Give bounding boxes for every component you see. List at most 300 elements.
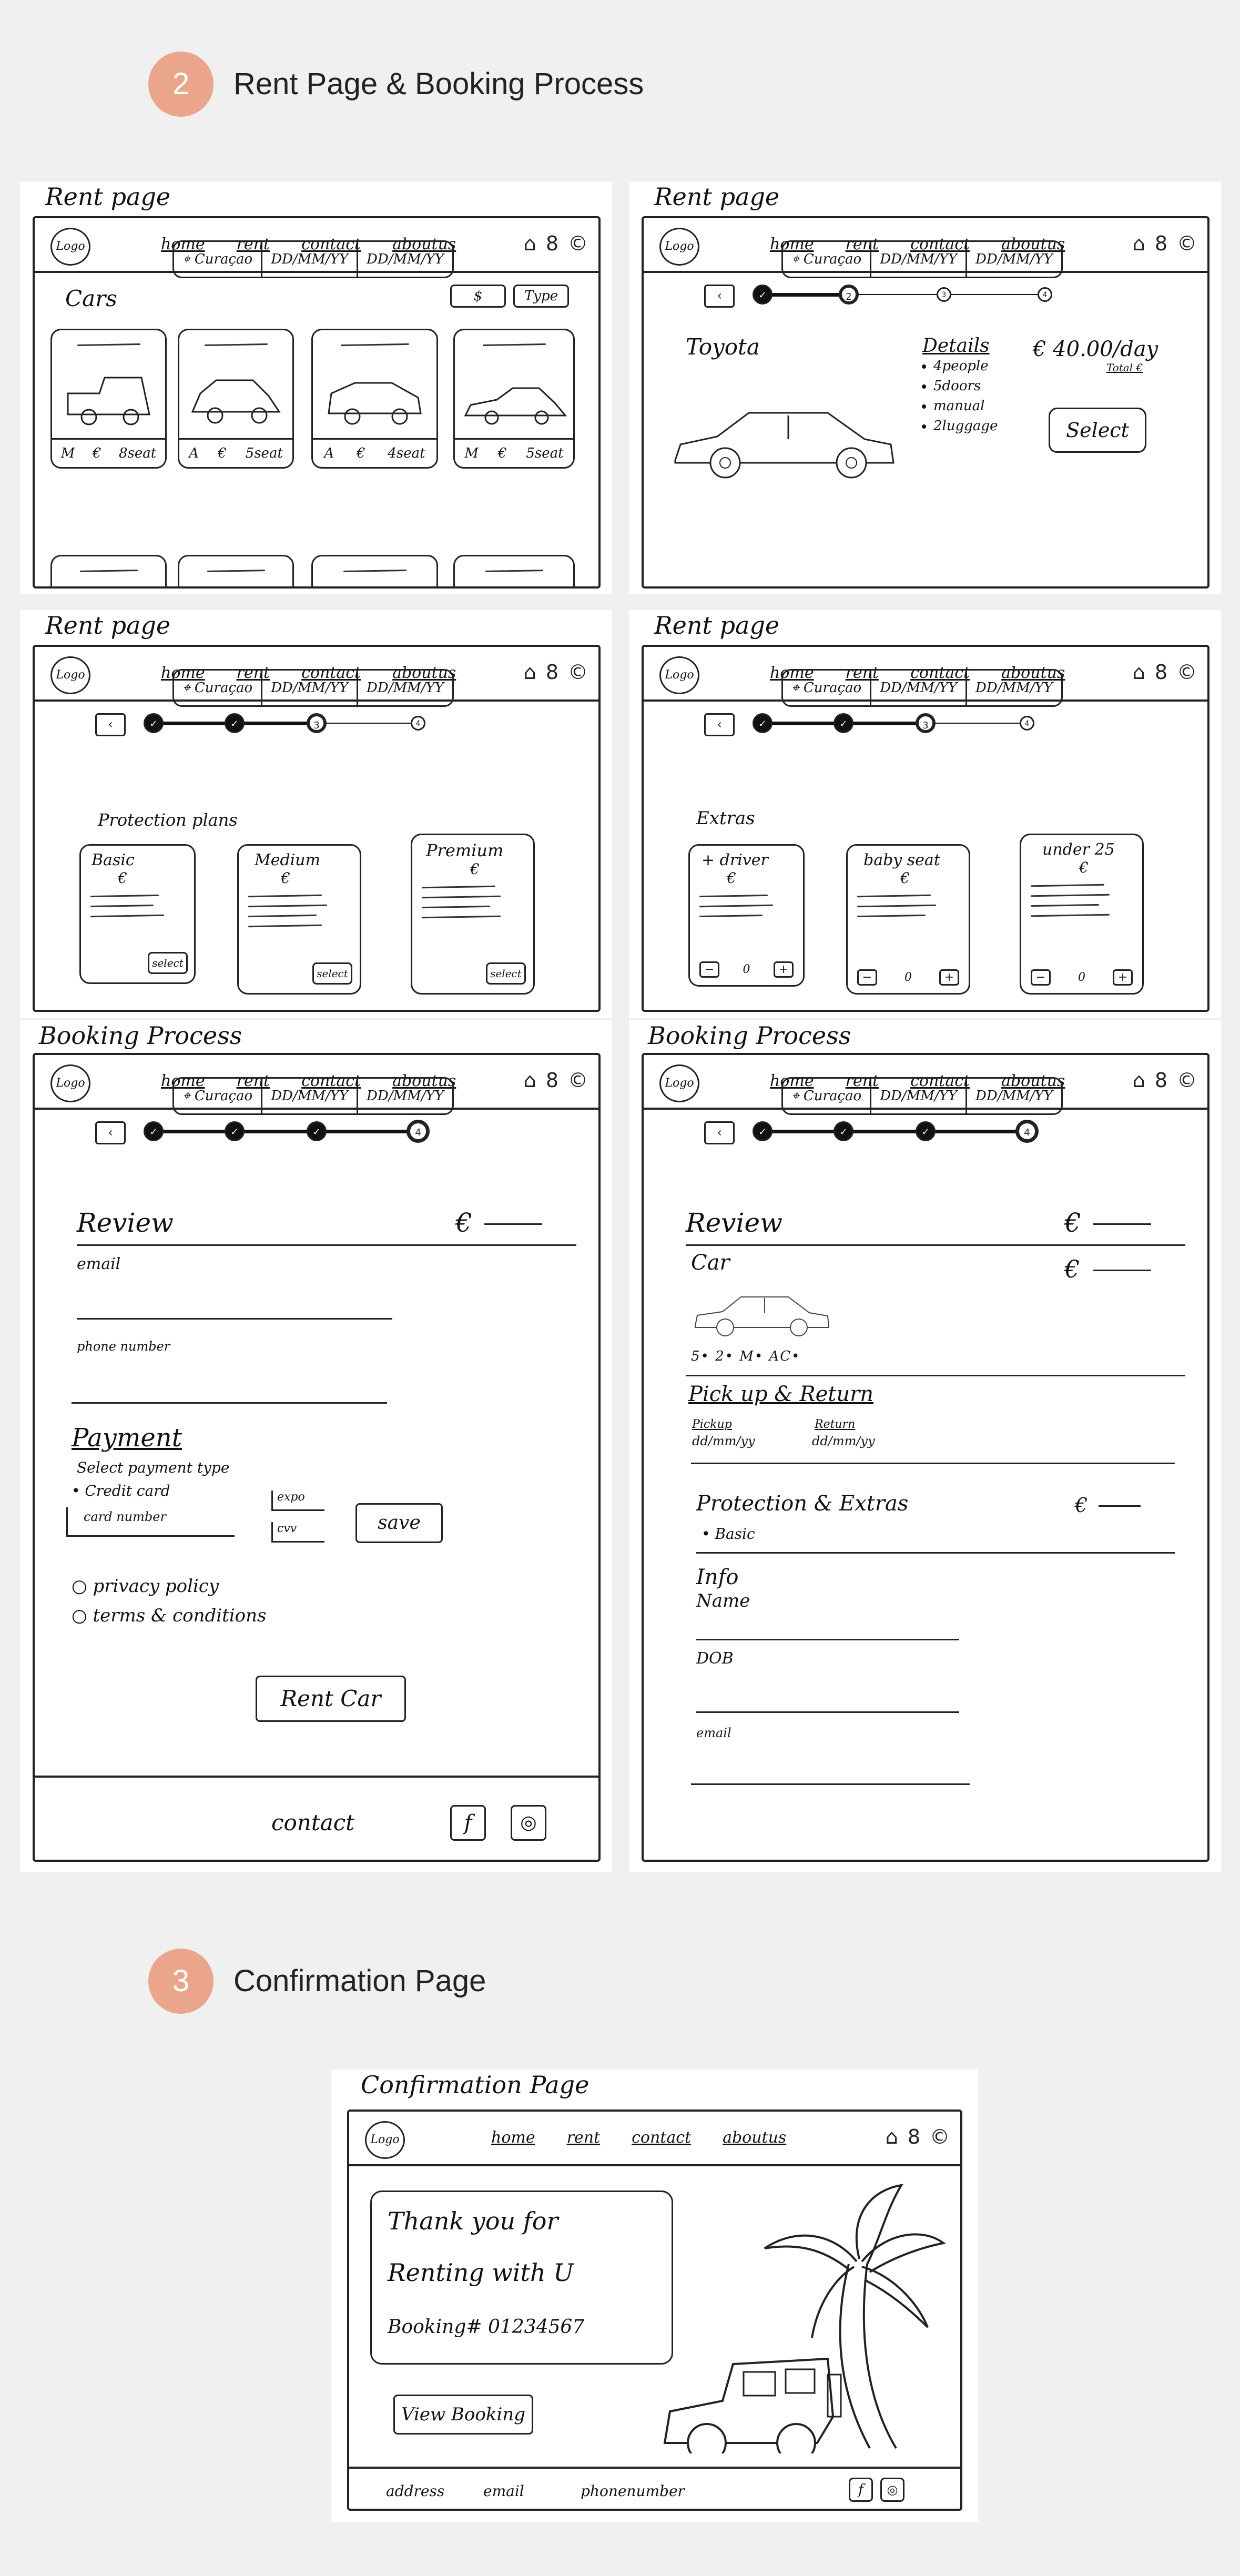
nav-aboutus[interactable]: aboutus: [1001, 235, 1065, 253]
logo[interactable]: Logo: [659, 1064, 699, 1102]
date-to-field[interactable]: DD/MM/YY: [367, 680, 444, 696]
minus-button[interactable]: −: [699, 961, 719, 978]
extra-feature: [1031, 914, 1110, 917]
sketch-rent-protection: [20, 610, 612, 1018]
location-field[interactable]: ⌖ Curaçao: [783, 671, 871, 705]
select-button[interactable]: Select: [1049, 408, 1146, 453]
sketch-title: Rent page: [654, 611, 780, 640]
section-title: Confirmation Page: [233, 1964, 486, 1998]
plan-feature: [422, 886, 495, 888]
nav-aboutus[interactable]: aboutus: [1001, 1072, 1065, 1090]
details-item: • 5doors: [933, 376, 998, 396]
nav-icons: [524, 232, 588, 255]
extra-feature: [1031, 894, 1110, 897]
payment-heading: Payment: [72, 1423, 182, 1453]
date-from-field[interactable]: DD/MM/YY: [262, 671, 358, 705]
car-illustration: [670, 387, 901, 481]
review-heading: Review: [77, 1208, 174, 1238]
extra-name: baby seat: [863, 851, 940, 869]
footer-divider: [35, 1776, 598, 1778]
logo[interactable]: Logo: [659, 228, 699, 266]
logo[interactable]: Logo: [50, 228, 90, 266]
car-icon: [455, 357, 573, 435]
car-name-scribble: [79, 570, 137, 572]
date-from-field[interactable]: DD/MM/YY: [262, 242, 358, 277]
car-card[interactable]: [453, 329, 575, 469]
search-bar[interactable]: [172, 240, 454, 278]
scribble-line: [1093, 1270, 1151, 1271]
plus-button[interactable]: +: [939, 969, 959, 986]
extra-feature: [699, 915, 763, 917]
search-bar[interactable]: [781, 669, 1063, 707]
car-info-row: M € 5seat: [455, 438, 573, 467]
nav-home[interactable]: home: [161, 1072, 205, 1090]
section-number-badge: 3: [148, 1949, 214, 2014]
car-card[interactable]: [453, 555, 575, 589]
details-list: [920, 356, 998, 436]
plan-feature: [422, 906, 490, 908]
nav-aboutus[interactable]: aboutus: [723, 2128, 787, 2147]
car-info-row: M € 8seat: [52, 438, 165, 467]
home-icon[interactable]: ⌂: [523, 1069, 536, 1092]
return-date: dd/mm/yy: [812, 1434, 875, 1448]
step-2: ✓: [225, 713, 245, 733]
nav-home[interactable]: home: [491, 2128, 535, 2147]
car-illustration: [691, 1281, 833, 1339]
protection-heading: Protection plans: [98, 810, 238, 830]
sketch-rent-car-detail: [629, 181, 1221, 594]
nav-aboutus[interactable]: aboutus: [392, 235, 456, 253]
extra-feature: [857, 905, 936, 908]
logo[interactable]: Logo: [659, 656, 699, 694]
extras-heading: Extras: [696, 808, 755, 829]
location-field[interactable]: ⌖ Curaçao: [783, 242, 871, 277]
car-name-scribble: [343, 570, 406, 572]
date-from-field[interactable]: DD/MM/YY: [871, 1079, 967, 1113]
plan-card-basic[interactable]: [79, 844, 196, 984]
plan-feature: [90, 895, 159, 897]
details-heading: Details: [922, 335, 990, 357]
date-from-field[interactable]: DD/MM/YY: [871, 671, 967, 705]
thank-you-line-2: Renting with U: [388, 2258, 574, 2287]
nav-icons: [1133, 232, 1197, 255]
user-icon[interactable]: 8: [1154, 232, 1167, 255]
nav-aboutus[interactable]: aboutus: [392, 664, 456, 682]
back-button[interactable]: ‹: [95, 1121, 126, 1144]
car-card[interactable]: [311, 555, 438, 589]
credit-card-option[interactable]: • Credit card: [72, 1482, 170, 1499]
plan-feature: [248, 925, 322, 927]
card-number-field[interactable]: card number: [66, 1507, 235, 1537]
car-card[interactable]: [50, 555, 167, 589]
pin-icon: ⌖: [182, 1088, 195, 1104]
date-from-field[interactable]: DD/MM/YY: [262, 1079, 358, 1113]
back-button[interactable]: ‹: [704, 1121, 735, 1144]
progress-stepper: [704, 1118, 1083, 1144]
extra-card-driver[interactable]: [688, 844, 805, 987]
car-icon: [313, 357, 436, 435]
extra-price: €: [900, 869, 910, 887]
extra-card-under-25[interactable]: [1020, 834, 1144, 995]
plan-name: Basic: [92, 851, 135, 869]
sketch-title: Rent page: [45, 611, 171, 640]
details-item: • manual: [933, 396, 998, 416]
protection-basic: • Basic: [702, 1525, 755, 1543]
cvv-field[interactable]: cvv: [271, 1522, 324, 1543]
select-button[interactable]: select: [312, 962, 352, 985]
car-card[interactable]: [178, 329, 294, 469]
pickup-return-heading: Pick up & Return: [688, 1382, 873, 1406]
nav-contact[interactable]: contact: [632, 2128, 692, 2147]
wireframe: [642, 216, 1209, 589]
extra-price: €: [727, 869, 736, 887]
home-icon[interactable]: ⌂: [885, 2125, 898, 2148]
name-field[interactable]: [696, 1639, 959, 1640]
step-3: 3: [937, 287, 951, 302]
step-3: ✓: [916, 1121, 936, 1141]
user-icon[interactable]: 8: [1154, 661, 1167, 684]
sketch-confirmation: [331, 2070, 978, 2522]
section-number-badge: 2: [148, 52, 214, 117]
back-button[interactable]: ‹: [704, 713, 735, 736]
select-button[interactable]: select: [486, 962, 526, 985]
nav-contact[interactable]: contact: [910, 235, 970, 253]
currency-icon[interactable]: ©: [1177, 661, 1197, 684]
thank-you-card: [370, 2190, 673, 2365]
extra-feature: [857, 895, 931, 897]
nav-contact[interactable]: contact: [301, 1072, 361, 1090]
progress-stepper: [704, 710, 1083, 736]
currency-icon[interactable]: ©: [568, 232, 588, 255]
logo[interactable]: Logo: [50, 656, 90, 694]
plan-name: Premium: [426, 840, 504, 860]
navbar: [349, 2112, 960, 2166]
location-field[interactable]: ⌖ Curaçao: [174, 1079, 262, 1113]
car-name-scribble: [207, 570, 265, 572]
logo[interactable]: Logo: [50, 1064, 90, 1102]
pickup-date: dd/mm/yy: [692, 1434, 755, 1448]
booking-number: Booking# 01234567: [388, 2316, 585, 2338]
nav-contact[interactable]: contact: [910, 664, 970, 682]
currency-icon[interactable]: ©: [1177, 232, 1197, 255]
plan-card-medium[interactable]: [237, 844, 361, 995]
plus-button[interactable]: +: [774, 961, 794, 978]
progress-line: [925, 723, 1025, 724]
wireframe: [642, 645, 1209, 1012]
nav-aboutus[interactable]: aboutus: [1001, 664, 1065, 682]
quantity-stepper: [699, 961, 794, 978]
details-item: • 4people: [933, 356, 998, 376]
plan-feature: [248, 915, 317, 917]
pin-icon: ⌖: [182, 251, 195, 267]
car-card[interactable]: [50, 329, 167, 469]
wireframe: [33, 645, 601, 1012]
progress-stepper: [95, 1118, 474, 1144]
user-icon[interactable]: 8: [545, 1069, 558, 1092]
email-label: email: [696, 1726, 731, 1740]
nav-icons: [1133, 1069, 1197, 1092]
nav-aboutus[interactable]: aboutus: [392, 1072, 456, 1090]
nav-rent[interactable]: rent: [566, 2128, 601, 2147]
wireframe: [642, 1053, 1209, 1862]
nav-contact[interactable]: contact: [301, 664, 361, 682]
scribble-line: [1099, 1505, 1141, 1507]
sketch-rent-extras: [629, 610, 1221, 1018]
nav-contact[interactable]: contact: [301, 235, 361, 253]
user-icon[interactable]: 8: [1154, 1069, 1167, 1092]
step-4: 4: [1020, 716, 1034, 731]
location-field[interactable]: ⌖ Curaçao: [174, 671, 262, 705]
plus-button[interactable]: +: [1113, 969, 1133, 986]
car-card[interactable]: [311, 329, 438, 469]
radio-icon: ○: [72, 1605, 87, 1626]
progress-line: [762, 293, 841, 297]
step-2: ✓: [834, 713, 853, 733]
pin-icon: ⌖: [791, 251, 804, 267]
plan-price: €: [470, 860, 480, 878]
nav-home[interactable]: home: [161, 235, 205, 253]
step-4: 4: [406, 1120, 430, 1143]
divider: [686, 1375, 1185, 1376]
progress-line: [762, 1130, 1025, 1133]
extra-feature: [699, 895, 768, 897]
plan-feature: [248, 895, 322, 897]
extra-feature: [1031, 904, 1099, 907]
phone-label: phone number: [77, 1339, 170, 1354]
plan-feature: [90, 905, 154, 907]
nav-rent[interactable]: rent: [845, 664, 879, 682]
quantity-value: 0: [904, 971, 912, 984]
home-icon[interactable]: ⌂: [1132, 1069, 1145, 1092]
nav-rent[interactable]: rent: [236, 235, 270, 253]
footer-divider: [349, 2467, 960, 2469]
email-field[interactable]: [691, 1783, 970, 1785]
nav-links: [491, 2128, 786, 2147]
date-to-field[interactable]: DD/MM/YY: [367, 1088, 444, 1104]
car-name-scribble: [204, 343, 267, 346]
home-icon[interactable]: ⌂: [523, 661, 536, 684]
extra-feature: [857, 915, 926, 917]
car-name-scribble: [485, 570, 543, 572]
user-icon[interactable]: 8: [907, 2125, 920, 2148]
email-field[interactable]: [77, 1318, 392, 1320]
quantity-stepper: [857, 969, 959, 986]
sketch-booking-summary: [629, 1020, 1221, 1872]
select-button[interactable]: select: [148, 952, 188, 974]
location-field[interactable]: ⌖ Curaçao: [783, 1079, 871, 1113]
car-name-scribble: [482, 343, 545, 346]
phone-field[interactable]: [72, 1402, 387, 1404]
pin-icon: ⌖: [791, 1088, 804, 1104]
step-1: ✓: [753, 1121, 773, 1141]
date-to-field[interactable]: DD/MM/YY: [367, 251, 444, 267]
email-label: email: [77, 1255, 121, 1273]
nav-rent[interactable]: rent: [236, 664, 270, 682]
home-icon[interactable]: ⌂: [1132, 661, 1145, 684]
wireframe: [347, 2110, 962, 2511]
extra-feature: [699, 905, 773, 907]
review-price: €: [455, 1208, 472, 1238]
scribble-line: [1093, 1223, 1151, 1225]
location-field[interactable]: ⌖ Curaçao: [174, 242, 262, 277]
car-price: €: [1064, 1255, 1080, 1283]
step-1: ✓: [753, 713, 773, 733]
expiry-field[interactable]: expo: [271, 1490, 324, 1511]
home-icon[interactable]: ⌂: [1132, 232, 1145, 255]
name-label: Name: [696, 1590, 750, 1611]
quantity-stepper: [1031, 969, 1133, 986]
search-bar[interactable]: [781, 240, 1063, 278]
extra-card-baby-seat[interactable]: [846, 844, 970, 995]
currency-icon[interactable]: ©: [568, 661, 588, 684]
date-from-field[interactable]: DD/MM/YY: [871, 242, 967, 277]
car-name: Toyota: [686, 334, 760, 360]
plan-feature: [248, 905, 327, 908]
extra-name: + driver: [702, 851, 768, 869]
car-name-scribble: [77, 343, 140, 346]
sketch-title: Booking Process: [39, 1021, 242, 1050]
plan-name: Medium: [255, 851, 321, 869]
instagram-icon[interactable]: ◎: [511, 1805, 546, 1841]
user-icon[interactable]: 8: [545, 661, 558, 684]
plan-price: €: [118, 869, 127, 887]
pin-icon: ⌖: [791, 680, 804, 696]
car-label: Car: [691, 1251, 730, 1275]
step-1: ✓: [144, 1121, 164, 1141]
step-2: ✓: [834, 1121, 853, 1141]
nav-icons: [886, 2125, 950, 2148]
step-1: ✓: [144, 713, 164, 733]
minus-button[interactable]: −: [1031, 969, 1051, 986]
quantity-value: 0: [1078, 971, 1085, 984]
review-heading: Review: [686, 1208, 782, 1238]
payment-type-label: Select payment type: [77, 1459, 230, 1476]
nav-rent[interactable]: rent: [236, 1072, 270, 1090]
user-icon[interactable]: 8: [545, 232, 558, 255]
dob-field[interactable]: [696, 1711, 959, 1713]
search-bar[interactable]: [781, 1077, 1063, 1115]
return-label: Return: [815, 1418, 856, 1431]
logo[interactable]: Logo: [365, 2121, 405, 2159]
step-4: 4: [1038, 287, 1052, 302]
nav-rent[interactable]: rent: [845, 1072, 879, 1090]
radio-icon: ○: [72, 1576, 87, 1597]
plan-card-premium[interactable]: [411, 834, 535, 995]
footer-contact[interactable]: contact: [271, 1810, 355, 1835]
info-heading: Info: [696, 1565, 739, 1589]
type-filter-button[interactable]: Type: [513, 285, 569, 308]
car-info-row: A € 4seat: [313, 438, 436, 467]
car-specs: 5• 2• M• AC•: [691, 1348, 801, 1364]
car-name-scribble: [340, 343, 409, 346]
date-to-field[interactable]: DD/MM/YY: [975, 680, 1053, 696]
sketch-title: Rent page: [654, 182, 780, 211]
protection-heading: Protection & Extras: [696, 1492, 909, 1516]
divider: [686, 1244, 1185, 1246]
home-icon[interactable]: ⌂: [523, 232, 536, 255]
nav-home[interactable]: home: [770, 1072, 814, 1090]
extra-name: under 25: [1042, 840, 1115, 859]
currency-icon[interactable]: ©: [1177, 1069, 1197, 1092]
car-icon: [52, 357, 165, 435]
footer-address[interactable]: address: [386, 2482, 445, 2500]
terms-checkbox[interactable]: ○ terms & conditions: [72, 1605, 267, 1626]
step-4: 4: [1015, 1120, 1039, 1143]
dob-label: DOB: [696, 1649, 734, 1668]
search-bar[interactable]: [172, 669, 454, 707]
nav-rent[interactable]: rent: [845, 235, 879, 253]
details-item: • 2luggage: [933, 416, 998, 436]
save-button[interactable]: save: [355, 1503, 443, 1543]
divider: [77, 1244, 576, 1246]
facebook-icon[interactable]: f: [849, 2478, 873, 2502]
step-1: ✓: [753, 285, 773, 305]
view-booking-button[interactable]: View Booking: [393, 2395, 533, 2435]
step-2: ✓: [225, 1121, 245, 1141]
plan-feature: [90, 915, 164, 917]
price-filter-button[interactable]: $: [450, 285, 506, 308]
review-price: €: [1064, 1208, 1081, 1238]
car-card[interactable]: [178, 555, 294, 589]
currency-icon[interactable]: ©: [568, 1069, 588, 1092]
instagram-icon[interactable]: ◎: [880, 2478, 904, 2502]
sketch-booking-payment: [20, 1020, 612, 1872]
back-button[interactable]: ‹: [704, 285, 735, 308]
minus-button[interactable]: −: [857, 969, 877, 986]
step-2: 2: [839, 285, 859, 305]
pin-icon: ⌖: [182, 680, 195, 696]
plan-feature: [422, 916, 501, 919]
nav-icons: [524, 1069, 588, 1092]
footer-email[interactable]: email: [483, 2482, 524, 2500]
currency-icon[interactable]: ©: [930, 2125, 950, 2148]
nav-home[interactable]: home: [161, 664, 205, 682]
nav-icons: [1133, 661, 1197, 684]
sketch-rent-car-list: [20, 181, 612, 594]
rent-car-button[interactable]: Rent Car: [256, 1676, 406, 1722]
step-3: ✓: [307, 1121, 327, 1141]
sketch-title: Confirmation Page: [361, 2071, 589, 2099]
car-info-row: A € 5seat: [179, 438, 292, 467]
nav-home[interactable]: home: [770, 235, 814, 253]
plan-feature: [422, 896, 501, 899]
progress-line: [316, 723, 416, 724]
nav-contact[interactable]: contact: [910, 1072, 970, 1090]
extra-price: €: [1079, 859, 1089, 876]
price-per-day: € 40.00/day: [1033, 337, 1158, 361]
date-to-field[interactable]: DD/MM/YY: [975, 251, 1053, 267]
step-3: 3: [307, 713, 327, 733]
date-to-field[interactable]: DD/MM/YY: [975, 1088, 1053, 1104]
thank-you-line-1: Thank you for: [388, 2207, 558, 2235]
step-4: 4: [411, 716, 425, 731]
search-bar[interactable]: [172, 1077, 454, 1115]
extra-feature: [1031, 884, 1104, 887]
nav-home[interactable]: home: [770, 664, 814, 682]
privacy-checkbox[interactable]: ○ privacy policy: [72, 1576, 219, 1597]
facebook-icon[interactable]: f: [450, 1805, 486, 1841]
step-3: 3: [916, 713, 936, 733]
total-price: Total €: [1106, 361, 1143, 374]
divider: [691, 1463, 1175, 1464]
divider: [696, 1552, 1175, 1554]
scribble-line: [484, 1223, 542, 1225]
progress-stepper: [704, 281, 1083, 308]
protection-price: €: [1075, 1494, 1088, 1517]
footer-phone[interactable]: phonenumber: [581, 2482, 685, 2500]
plan-price: €: [281, 869, 290, 887]
back-button[interactable]: ‹: [95, 713, 126, 736]
